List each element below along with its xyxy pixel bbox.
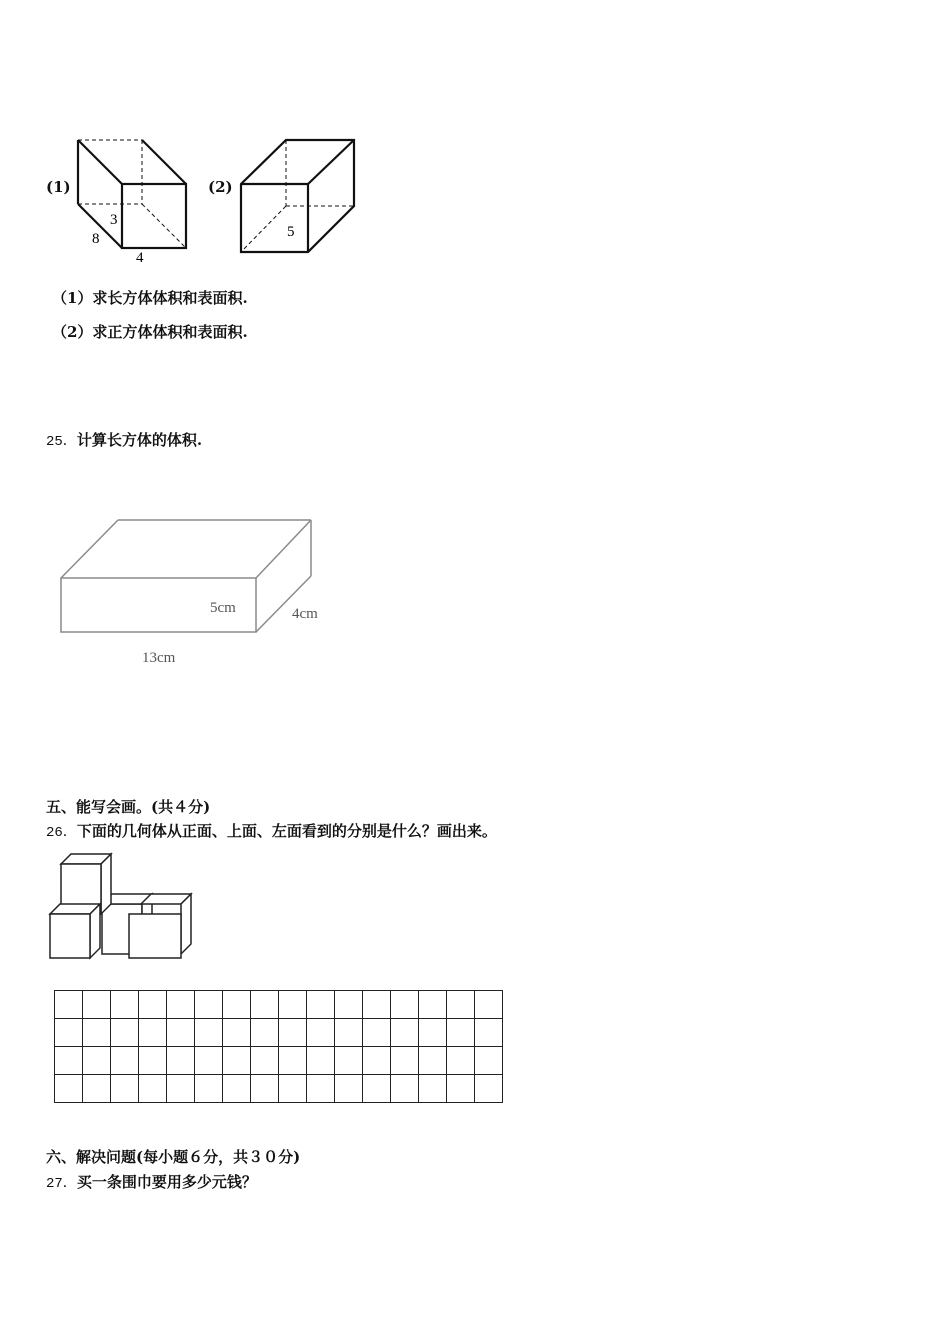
q27-prompt xyxy=(46,1171,257,1192)
grid-cell[interactable] xyxy=(363,1019,391,1047)
grid-row xyxy=(55,1075,503,1103)
grid-cell[interactable] xyxy=(83,991,111,1019)
grid-cell[interactable] xyxy=(335,1019,363,1047)
grid-cell[interactable] xyxy=(251,1047,279,1075)
q26-prompt xyxy=(46,820,497,841)
cuboid-depth-label: 8 xyxy=(92,231,100,247)
grid-cell[interactable] xyxy=(363,1047,391,1075)
grid-cell[interactable] xyxy=(251,991,279,1019)
box-length-label: 13cm xyxy=(142,650,176,666)
cuboid-height-label: 3 xyxy=(110,212,118,228)
grid-cell[interactable] xyxy=(83,1047,111,1075)
grid-cell[interactable] xyxy=(195,991,223,1019)
grid-cell[interactable] xyxy=(111,1019,139,1047)
grid-cell[interactable] xyxy=(83,1075,111,1103)
grid-cell[interactable] xyxy=(139,1047,167,1075)
grid-cell[interactable] xyxy=(335,1075,363,1103)
q25-text: 计算长方体的体积. xyxy=(76,431,203,449)
grid-cell[interactable] xyxy=(279,1019,307,1047)
q26-number: 26． xyxy=(46,825,77,841)
grid-cell[interactable] xyxy=(139,991,167,1019)
rectangular-box-figure xyxy=(52,512,352,672)
grid-cell[interactable] xyxy=(111,991,139,1019)
grid-cell[interactable] xyxy=(447,1047,475,1075)
grid-cell[interactable] xyxy=(447,991,475,1019)
cuboid-width-label: 4 xyxy=(136,250,144,265)
grid-cell[interactable] xyxy=(363,1075,391,1103)
cuboid-figure xyxy=(70,130,200,265)
grid-cell[interactable] xyxy=(307,1047,335,1075)
grid-cell[interactable] xyxy=(167,1047,195,1075)
cube-edge-label: 5 xyxy=(287,224,295,240)
q27-text: 买一条围巾要用多少元钱？ xyxy=(76,1173,257,1191)
grid-cell[interactable] xyxy=(475,1019,503,1047)
grid-cell[interactable] xyxy=(251,1075,279,1103)
grid-cell[interactable] xyxy=(335,1047,363,1075)
q26-text: 下面的几何体从正面、上面、左面看到的分别是什么？画出来。 xyxy=(76,822,497,840)
grid-cell[interactable] xyxy=(279,1047,307,1075)
q24-sub1: （1）求长方体体积和表面积. xyxy=(52,289,248,307)
grid-cell[interactable] xyxy=(391,1019,419,1047)
grid-cell[interactable] xyxy=(335,991,363,1019)
grid-cell[interactable] xyxy=(167,1019,195,1047)
grid-cell[interactable] xyxy=(419,1047,447,1075)
q25-number: 25． xyxy=(46,434,77,450)
grid-cell[interactable] xyxy=(55,1047,83,1075)
box-height-label: 5cm xyxy=(210,600,236,616)
grid-cell[interactable] xyxy=(279,991,307,1019)
grid-cell[interactable] xyxy=(475,991,503,1019)
figure-label-2: (2) xyxy=(208,178,233,196)
grid-cell[interactable] xyxy=(307,1075,335,1103)
grid-cell[interactable] xyxy=(223,1047,251,1075)
grid-cell[interactable] xyxy=(111,1075,139,1103)
grid-cell[interactable] xyxy=(475,1075,503,1103)
grid-cell[interactable] xyxy=(279,1075,307,1103)
grid-cell[interactable] xyxy=(391,1075,419,1103)
grid-cell[interactable] xyxy=(195,1075,223,1103)
grid-cell[interactable] xyxy=(139,1075,167,1103)
grid-cell[interactable] xyxy=(167,1075,195,1103)
grid-cell[interactable] xyxy=(447,1019,475,1047)
grid-row xyxy=(55,1047,503,1075)
grid-cell[interactable] xyxy=(307,1019,335,1047)
grid-cell[interactable] xyxy=(195,1019,223,1047)
grid-cell[interactable] xyxy=(419,1075,447,1103)
grid-cell[interactable] xyxy=(139,1019,167,1047)
grid-row xyxy=(55,1019,503,1047)
grid-cell[interactable] xyxy=(83,1019,111,1047)
grid-cell[interactable] xyxy=(251,1019,279,1047)
q24-sub2: （2）求正方体体积和表面积. xyxy=(52,323,248,341)
grid-cell[interactable] xyxy=(363,991,391,1019)
grid-cell[interactable] xyxy=(55,1075,83,1103)
grid-cell[interactable] xyxy=(195,1047,223,1075)
grid-cell[interactable] xyxy=(223,991,251,1019)
grid-cell[interactable] xyxy=(55,991,83,1019)
grid-cell[interactable] xyxy=(223,1019,251,1047)
grid-cell[interactable] xyxy=(391,991,419,1019)
drawing-grid[interactable] xyxy=(54,990,503,1103)
box-depth-label: 4cm xyxy=(292,606,318,622)
grid-cell[interactable] xyxy=(223,1075,251,1103)
grid-cell[interactable] xyxy=(419,1019,447,1047)
grid-cell[interactable] xyxy=(111,1047,139,1075)
grid-cell[interactable] xyxy=(307,991,335,1019)
grid-row xyxy=(55,991,503,1019)
figure-label-1: (1) xyxy=(46,178,71,196)
grid-cell[interactable] xyxy=(419,991,447,1019)
grid-cell[interactable] xyxy=(167,991,195,1019)
section5-heading: 五、能写会画。(共４分) xyxy=(46,798,211,816)
grid-cell[interactable] xyxy=(391,1047,419,1075)
q25-prompt xyxy=(46,429,202,450)
grid-cell[interactable] xyxy=(475,1047,503,1075)
section6-heading: 六、解决问题(每小题６分，共３０分) xyxy=(46,1148,301,1166)
cube-figure xyxy=(236,134,362,256)
grid-cell[interactable] xyxy=(447,1075,475,1103)
grid-cell[interactable] xyxy=(55,1019,83,1047)
q27-number: 27． xyxy=(46,1176,77,1192)
cube-stack-figure xyxy=(44,848,196,962)
